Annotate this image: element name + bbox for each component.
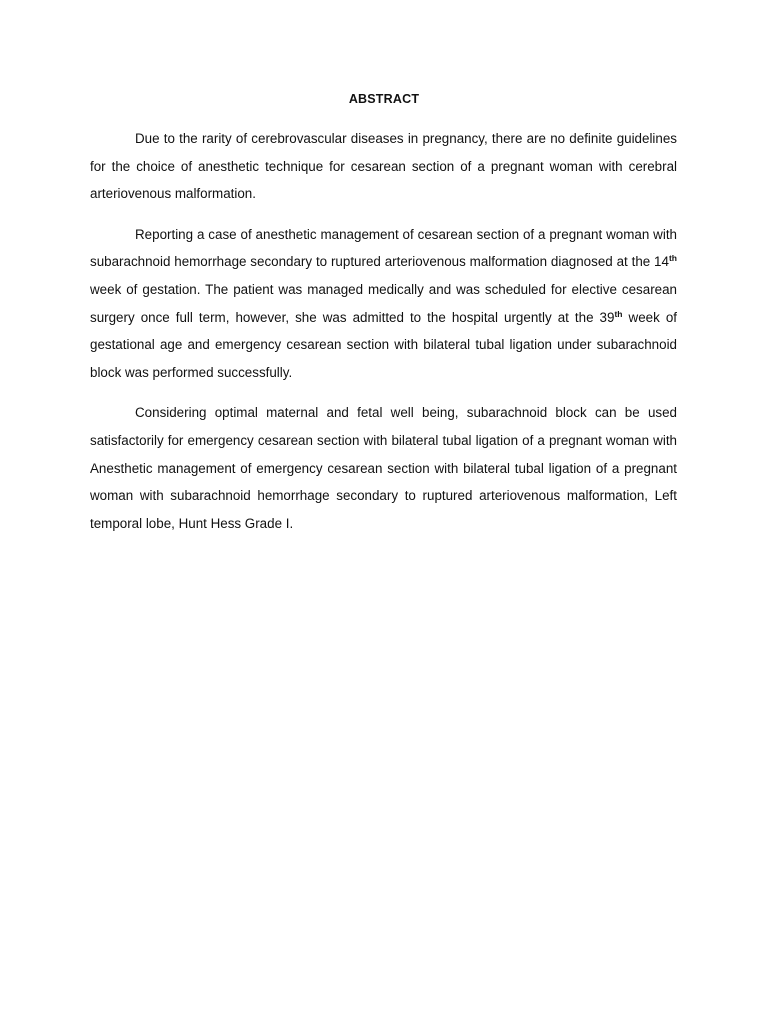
abstract-paragraph-1: Due to the rarity of cerebrovascular diseases in pregnancy, there are no definite guidelines for the choice of anesthetic technique for cesarean section of a pregnant woman with cerebral arteriovenous malformation. — [90, 131, 677, 202]
paragraph-2-text-1: Reporting a case of anesthetic management of cesarean section of a pregnant woman with subarachnoid hemorrhage secondary to ruptured arteriovenous malformation diagnosed at the 14 — [90, 226, 677, 270]
ordinal-suffix-1: th — [668, 253, 677, 264]
abstract-paragraph-2 — [90, 221, 677, 387]
paragraph-2-text-3: week of gestational age and emergency cesarean section with bilateral tubal ligation under subarachnoid block was performed successfully. — [90, 309, 677, 380]
ordinal-suffix-2: th — [614, 308, 623, 319]
abstract-paragraph-3: Considering optimal maternal and fetal well being, subarachnoid block can be used satisfactorily for emergency cesarean section with bilateral tubal ligation of a pregnant woman with Anesthetic management of emergency cesarean section with bilateral tubal ligation of a pregnant woman with subarachnoid hemorrhage secondary to ruptured arteriovenous malformation, Left temporal lobe, Hunt Hess Grade I. — [90, 405, 677, 531]
paragraph-2-text-2: week of gestation. The patient was managed medically and was scheduled for elective cesarean surgery once full term, however, she was admitted to the hospital urgently at the 39 — [90, 281, 677, 325]
abstract-body — [90, 125, 677, 550]
abstract-title: ABSTRACT — [348, 92, 420, 106]
